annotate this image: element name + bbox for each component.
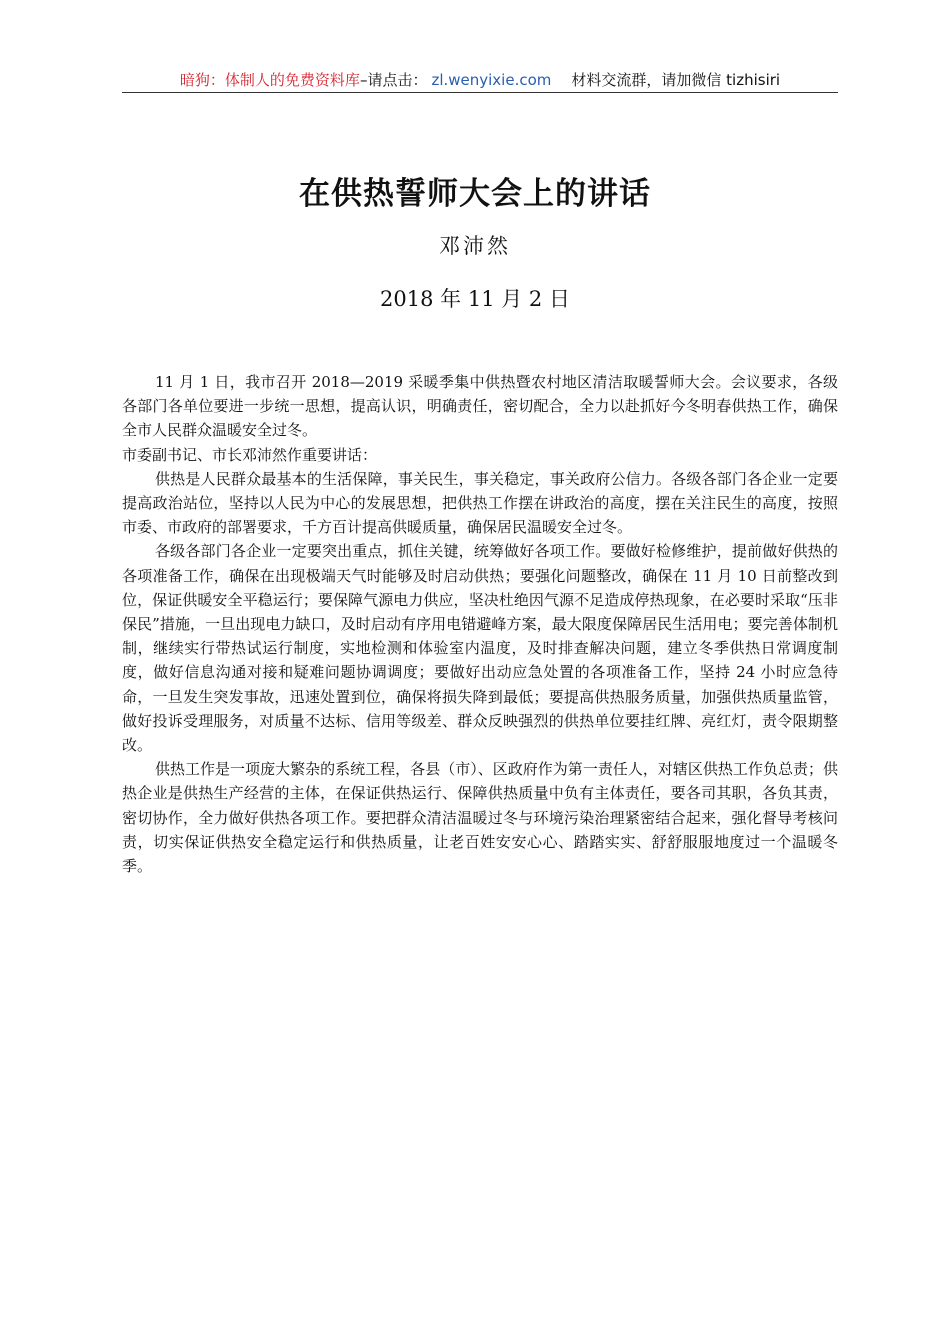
paragraph-key-tasks: 各级各部门各企业一定要突出重点，抓住关键，统筹做好各项工作。要做好检修维护，提前做好供热的各项准备工作，确保在出现极端天气时能够及时启动供热；要强化问题整改，确保在 11 月 10 日前整改到位，保证供暖安全平稳运行；要保障气源电力供应，坚决杜绝因气源不足造成停热现象，在必要时采取“压非保民”措施，一旦出现电力缺口，及时启动有序用电错避峰方案，最大限度保障居民生活用电；要完善体制机制，继续实行带热试运行制度，实地检测和体验室内温度，及时排查解决问题，建立冬季供热日常调度制度，做好信息沟通对接和疑难问题协调调度；要做好出动应急处置的各项准备工作，坚持 24 小时应急待命，一旦发生突发事故，迅速处置到位，确保将损失降到最低；要提高供热服务质量，加强供热质量监管，做好投诉受理服务，对质量不达标、信用等级差、群众反映强烈的供热单位要挂红牌、亮红灯，责令限期整改。 (122, 542, 838, 755)
document-body (122, 370, 838, 878)
paragraph-speaker: 市委副书记、市长邓沛然作重要讲话： (122, 445, 378, 464)
header-wechat-note: 材料交流群，请加微信 tizhisiri (571, 71, 781, 89)
page-header (122, 70, 838, 93)
header-link[interactable]: zl.wenyixie.com (431, 71, 552, 89)
document-date: 2018 年 11 月 2 日 (380, 287, 570, 311)
paragraph-intro: 11 月 1 日，我市召开 2018—2019 采暖季集中供热暨农村地区清洁取暖誓师大会。会议要求，各级各部门各单位要进一步统一思想，提高认识，明确责任，密切配合，全力以赴抓好今冬明春供热工作，确保全市人民群众温暖安全过冬。 (122, 373, 838, 440)
header-prompt: –请点击： (359, 71, 428, 89)
paragraph-livelihood: 供热是人民群众最基本的生活保障，事关民生，事关稳定，事关政府公信力。各级各部门各企业一定要提高政治站位，坚持以人民为中心的发展思想，把供热工作摆在讲政治的高度，摆在关注民生的高度，按照市委、市政府的部署要求，千方百计提高供暖质量，确保居民温暖安全过冬。 (122, 469, 838, 537)
document-title: 在供热誓师大会上的讲话 (299, 176, 651, 212)
document-author: 邓沛然 (439, 234, 511, 258)
paragraph-responsibility: 供热工作是一项庞大繁杂的系统工程，各县（市）、区政府作为第一责任人，对辖区供热工作负总责；供热企业是供热生产经营的主体，在保证供热运行、保障供热质量中负有主体责任，要各司其职，各负其责，密切协作，全力做好供热各项工作。要把群众清洁温暖过冬与环境污染治理紧密结合起来，强化督导考核问责，切实保证供热安全稳定运行和供热质量，让老百姓安安心心、踏踏实实、舒舒服服地度过一个温暖冬季。 (122, 760, 838, 876)
header-brand: 暗狗：体制人的免费资料库 (179, 71, 360, 89)
